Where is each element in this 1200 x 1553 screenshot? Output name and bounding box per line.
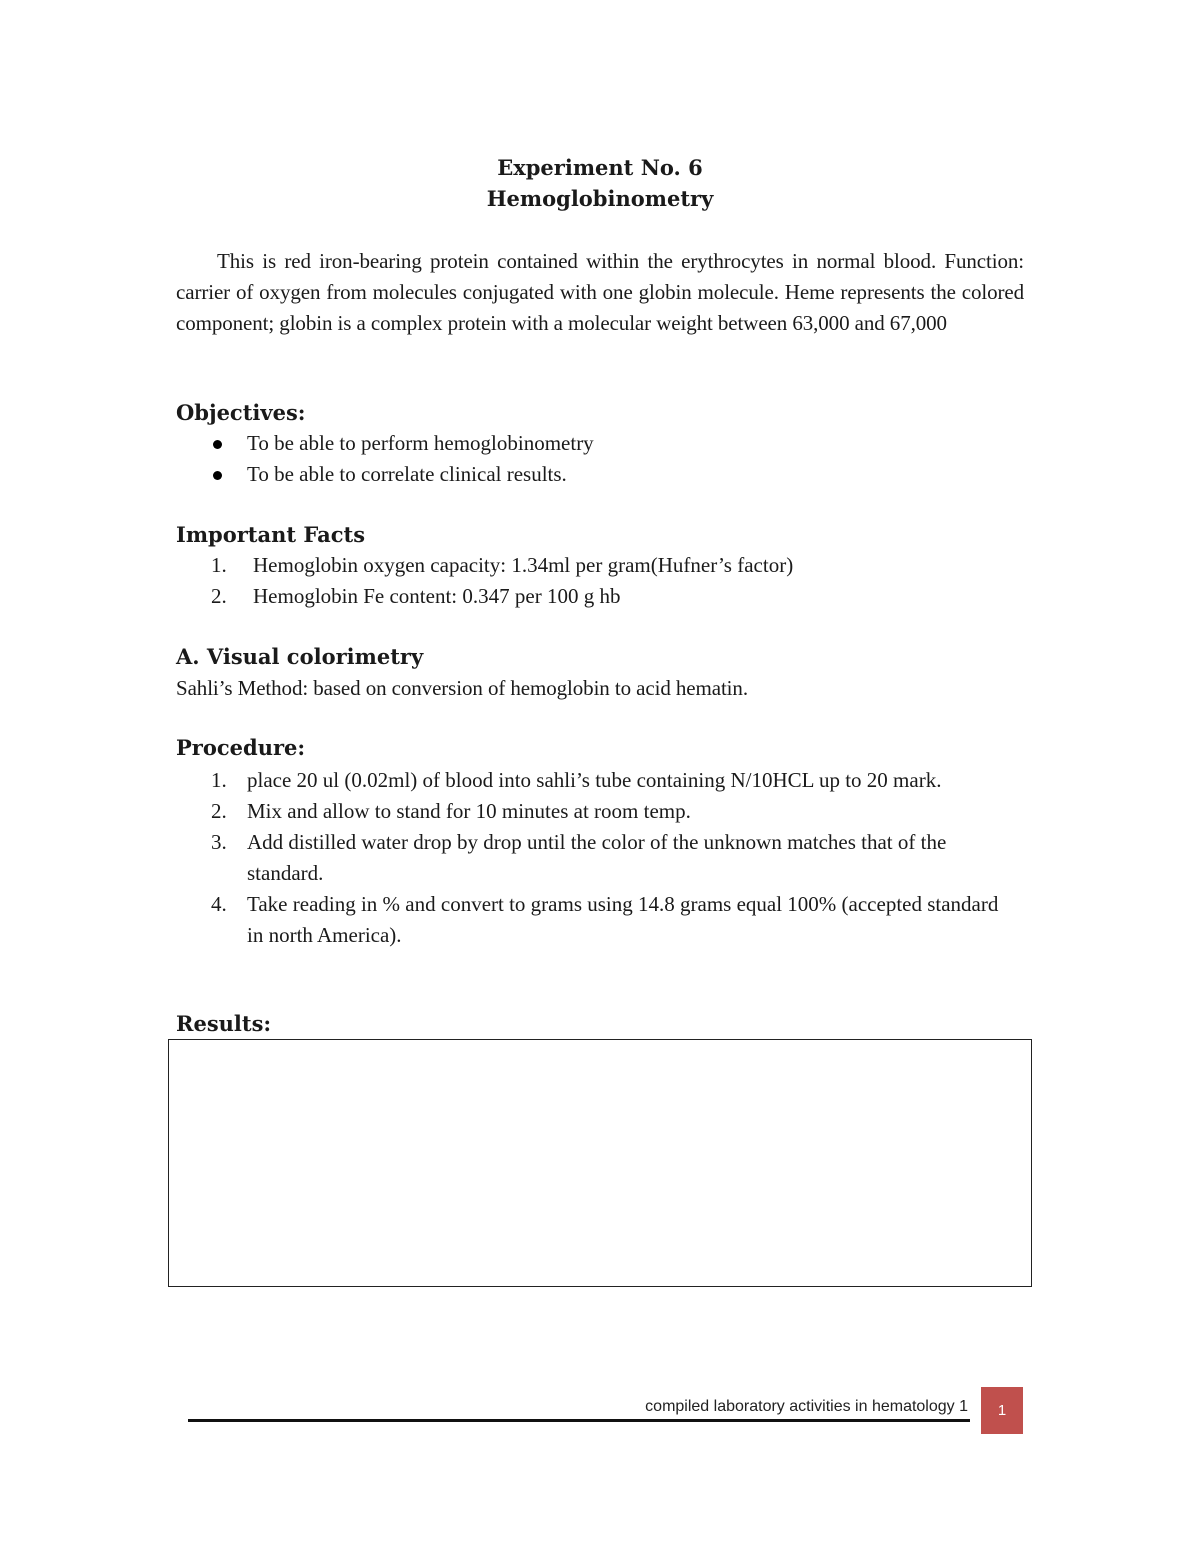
list-item: To be able to perform hemoglobinometry: [247, 428, 594, 459]
important-facts-heading: Important Facts: [176, 522, 366, 547]
list-item: 1. place 20 ul (0.02ml) of blood into sahli’s tube containing N/10HCL up to 20 mark.: [211, 768, 942, 792]
footer-rule: [188, 1419, 970, 1422]
page-title: Hemoglobinometry: [486, 186, 714, 211]
bullet-icon: [213, 440, 222, 449]
list-item: 2. Mix and allow to stand for 10 minutes at room temp.: [211, 799, 691, 823]
procedure-heading: Procedure:: [176, 735, 306, 760]
list-item: 4. Take reading in % and convert to grams using 14.8 grams equal 100% (accepted standard in north America).: [211, 892, 999, 947]
important-facts-list: [211, 550, 794, 612]
objectives-list: [247, 428, 594, 490]
intro-text: This is red iron-bearing protein contained within the erythrocytes in normal blood. Function: carrier of oxygen from molecules conjugated with one globin molecule. Heme represents the colored component; globin is a complex protein with a molecular weight between 63,000 and 67,000: [176, 249, 1024, 335]
results-box: [168, 1039, 1032, 1287]
intro-paragraph: [176, 246, 1024, 339]
list-item: 2. Hemoglobin Fe content: 0.347 per 100 g hb: [211, 584, 621, 608]
list-item: To be able to correlate clinical results.: [247, 459, 594, 490]
list-item: 1. Hemoglobin oxygen capacity: 1.34ml per gram(Hufner’s factor): [211, 553, 794, 577]
page-number: 1: [981, 1387, 1023, 1434]
objectives-heading: Objectives:: [176, 400, 306, 425]
footer-text: compiled laboratory activities in hematology 1: [645, 1398, 968, 1415]
experiment-number: Experiment No. 6: [497, 155, 703, 180]
visual-colorimetry-heading: A. Visual colorimetry: [176, 644, 424, 669]
bullet-icon: [213, 471, 222, 480]
sahli-method-text: Sahli’s Method: based on conversion of hemoglobin to acid hematin.: [176, 676, 748, 700]
list-item: 3. Add distilled water drop by drop until the color of the unknown matches that of the standard.: [211, 830, 947, 885]
results-heading: Results:: [176, 1011, 272, 1036]
procedure-list: [211, 765, 1007, 951]
